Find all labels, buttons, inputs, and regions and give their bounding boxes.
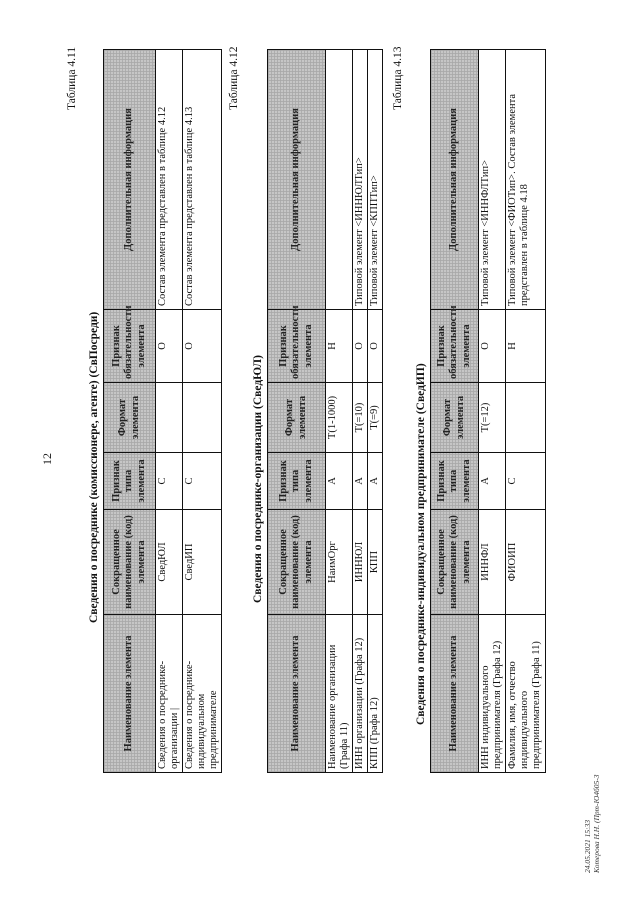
cell-info: Состав элемента представлен в таблице 4.12	[156, 50, 183, 310]
table-title-4-12: Сведения о посреднике-организации (СведЮЛ)	[252, 355, 264, 603]
cell-format	[156, 383, 183, 453]
cell-code: НаимОрг	[326, 510, 353, 615]
cell-code: СведИП	[183, 510, 222, 615]
cell-format: T(=12)	[479, 383, 506, 453]
cell-type: С	[183, 453, 222, 510]
header-required: Признак обязательности элемента	[268, 310, 326, 383]
header-name: Наименование элемента	[104, 615, 156, 773]
stamp-date: 24.05.2021 15:33	[583, 819, 592, 873]
cell-format: T(=9)	[368, 383, 383, 453]
header-info: Дополнительная информация	[104, 50, 156, 310]
header-required: Признак обязательности элемента	[104, 310, 156, 383]
page-number: 12	[40, 453, 54, 465]
header-code: Сокращенное наименование (код) элемента	[268, 510, 326, 615]
cell-required: О	[183, 310, 222, 383]
table-row	[326, 50, 353, 773]
cell-required: О	[368, 310, 383, 383]
cell-name: Сведения о посреднике-организации |	[156, 615, 183, 773]
cell-code: СведЮЛ	[156, 510, 183, 615]
header-format: Формат элемента	[104, 383, 156, 453]
header-type: Признак типа элемента	[104, 453, 156, 510]
cell-format	[506, 383, 546, 453]
header-code: Сокращенное наименование (код) элемента	[104, 510, 156, 615]
cell-name: Фамилия, имя, отчество индивидуального предпринимателя (Графа 11)	[506, 615, 546, 773]
cell-code: ФИОИП	[506, 510, 546, 615]
header-required: Признак обязательности элемента	[431, 310, 479, 383]
table-row	[368, 50, 383, 773]
cell-info: Состав элемента представлен в таблице 4.13	[183, 50, 222, 310]
cell-required: Н	[326, 310, 353, 383]
cell-format: T(=10)	[353, 383, 368, 453]
table-label-4-12: Таблица 4.12	[228, 46, 240, 110]
signature-stamp	[583, 775, 602, 873]
table-row	[156, 50, 183, 773]
cell-info: Типовой элемент <ИННЮЛТип>	[353, 50, 368, 310]
cell-required: Н	[506, 310, 546, 383]
cell-name: Наименование организации (Графа 11)	[326, 615, 353, 773]
header-format: Формат элемента	[268, 383, 326, 453]
cell-info: Типовой элемент <ИННФЛТип>	[479, 50, 506, 310]
cell-type: А	[368, 453, 383, 510]
table-title-4-11: Сведения о посреднике (комиссионере, агенте) (СвПосреди)	[88, 311, 100, 623]
cell-code: ИННФЛ	[479, 510, 506, 615]
header-format: Формат элемента	[431, 383, 479, 453]
header-type: Признак типа элемента	[268, 453, 326, 510]
cell-required: О	[479, 310, 506, 383]
header-type: Признак типа элемента	[431, 453, 479, 510]
cell-code: КПП	[368, 510, 383, 615]
table-label-4-11: Таблица 4.11	[66, 46, 78, 110]
cell-name: ИНН организации (Графа 12)	[353, 615, 368, 773]
cell-type: А	[353, 453, 368, 510]
cell-type: С	[506, 453, 546, 510]
cell-info	[326, 50, 353, 310]
table-row	[353, 50, 368, 773]
table-row	[183, 50, 222, 773]
cell-required: О	[353, 310, 368, 383]
cell-format: T(1-1000)	[326, 383, 353, 453]
cell-info: Типовой элемент <КППТип>	[368, 50, 383, 310]
header-code: Сокращенное наименование (код) элемента	[431, 510, 479, 615]
cell-name: Сведения о посреднике-индивидуальном предпринимателе	[183, 615, 222, 773]
cell-name: ИНН индивидуального предпринимателя (Графа 12)	[479, 615, 506, 773]
cell-name: КПП (Графа 12)	[368, 615, 383, 773]
table-4-11	[103, 49, 222, 773]
table-label-4-13: Таблица 4.13	[392, 46, 404, 110]
cell-info: Типовой элемент <ФИОТип>. Состав элемента представлен в таблице 4.18	[506, 50, 546, 310]
table-title-4-13: Сведения о посреднике-индивидуальном предпринимателе (СведИП)	[415, 363, 427, 725]
cell-type: А	[479, 453, 506, 510]
stamp-author: Котерова Н.Н. (Прт-Ю4б05-3	[592, 774, 602, 873]
header-info: Дополнительная информация	[268, 50, 326, 310]
cell-format	[183, 383, 222, 453]
table-row	[479, 50, 506, 773]
table-4-12	[267, 49, 383, 773]
cell-code: ИННЮЛ	[353, 510, 368, 615]
cell-required: О	[156, 310, 183, 383]
cell-type: А	[326, 453, 353, 510]
table-row	[506, 50, 546, 773]
header-name: Наименование элемента	[431, 615, 479, 773]
header-info: Дополнительная информация	[431, 50, 479, 310]
table-4-13	[430, 49, 546, 773]
header-name: Наименование элемента	[268, 615, 326, 773]
cell-type: С	[156, 453, 183, 510]
